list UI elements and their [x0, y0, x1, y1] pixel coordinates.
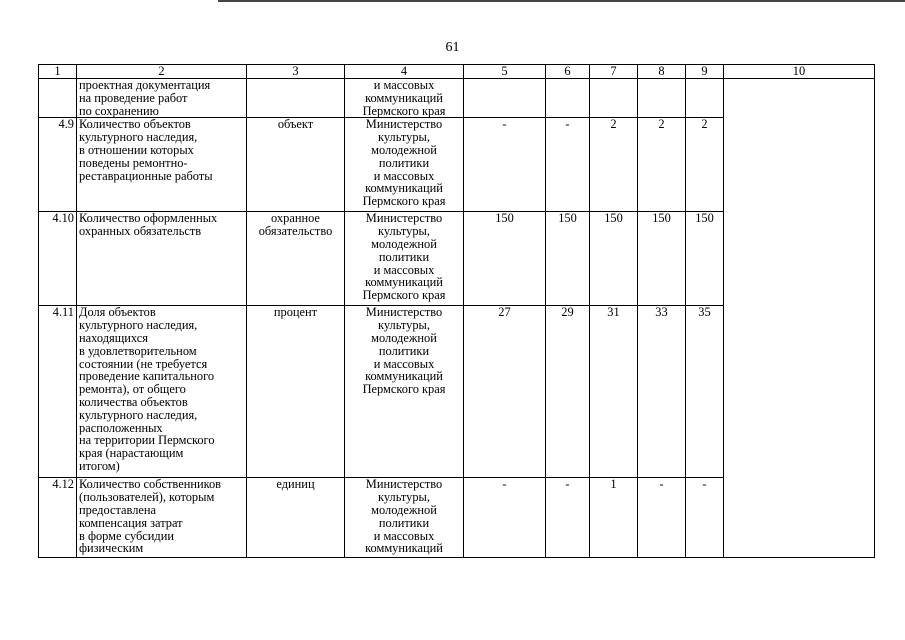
cell-line: находящихся	[79, 330, 148, 345]
cell-line: поведены ремонтно-	[79, 155, 188, 170]
cell-line: единиц	[276, 477, 315, 492]
cell-line: ремонта), от общего	[79, 382, 186, 397]
cell-line: в удовлетворительном	[79, 343, 197, 358]
cell-line: в форме субсидии	[79, 528, 174, 543]
header-cell: 2	[77, 65, 247, 79]
value-cell: 35	[686, 306, 724, 478]
cell-line: коммуникаций	[365, 181, 443, 196]
responsible-body	[345, 212, 464, 306]
cell-line: по сохранению	[79, 103, 159, 118]
cell-line: реставрационные работы	[79, 168, 213, 183]
indicators-table	[38, 64, 875, 558]
cell-line: молодежной	[371, 236, 437, 251]
value-cell: -	[686, 478, 724, 558]
cell-line: Пермского края	[362, 288, 446, 303]
responsible-body	[345, 79, 464, 118]
cell-line: культурного наследия,	[79, 318, 198, 333]
cell-line: молодежной	[371, 142, 437, 157]
row-number: 4.12	[39, 478, 77, 558]
cell-line: политики	[378, 155, 430, 170]
cell-line: Министерство	[365, 477, 443, 492]
unit-of-measure	[247, 212, 345, 306]
cell-line: Пермского края	[362, 382, 446, 397]
value-cell: 27	[464, 306, 546, 478]
value-cell: 31	[590, 306, 638, 478]
header-cell: 4	[345, 65, 464, 79]
value-cell	[546, 79, 590, 118]
cell-line: коммуникаций	[365, 275, 443, 290]
cell-line: культурного наследия,	[79, 407, 198, 422]
header-cell: 7	[590, 65, 638, 79]
cell-line: и массовых	[373, 168, 435, 183]
value-cell: 150	[590, 212, 638, 306]
indicator-name	[77, 306, 247, 478]
row-number: 4.10	[39, 212, 77, 306]
unit-of-measure	[247, 79, 345, 118]
unit-of-measure	[247, 478, 345, 558]
value-cell: 150	[686, 212, 724, 306]
cell-line: предоставлена	[79, 502, 157, 517]
unit-of-measure	[247, 306, 345, 478]
cell-line: процент	[273, 305, 318, 320]
table-row	[39, 79, 875, 118]
cell-line: состоянии (не требуется	[79, 356, 208, 371]
header-cell: 10	[724, 65, 875, 79]
indicator-name	[77, 118, 247, 212]
header-cell: 5	[464, 65, 546, 79]
cell-line: коммуникаций	[365, 541, 443, 556]
unit-of-measure	[247, 118, 345, 212]
cell-line: и массовых	[373, 78, 435, 92]
cell-line: на территории Пермского	[79, 433, 215, 448]
value-cell: 2	[686, 118, 724, 212]
cell-line: Количество собственников	[79, 477, 222, 492]
cell-line: края (нарастающим	[79, 446, 184, 461]
responsible-body	[345, 118, 464, 212]
page-number: 61	[445, 40, 460, 55]
cell-line: коммуникаций	[365, 90, 443, 105]
cell-line: Количество объектов	[79, 117, 191, 132]
header-cell: 6	[546, 65, 590, 79]
cell-line: Министерство	[365, 305, 443, 320]
cell-line: охранное	[271, 211, 320, 226]
cell-line: и массовых	[373, 262, 435, 277]
value-cell: -	[638, 478, 686, 558]
value-cell: 150	[464, 212, 546, 306]
cell-line: политики	[378, 515, 430, 530]
cell-line: молодежной	[371, 502, 437, 517]
cell-line: молодежной	[371, 330, 437, 345]
header-cell: 8	[638, 65, 686, 79]
indicator-name	[77, 79, 247, 118]
row-number: 4.9	[39, 118, 77, 212]
cell-line: Пермского края	[362, 194, 446, 209]
cell-line: (пользователей), которым	[79, 490, 215, 505]
cell-line: коммуникаций	[365, 369, 443, 384]
cell-line: политики	[378, 249, 430, 264]
cell-line: расположенных	[79, 420, 163, 435]
cell-line: и массовых	[373, 356, 435, 371]
value-cell: 29	[546, 306, 590, 478]
cell-line: Количество оформленных	[79, 211, 218, 226]
value-cell: 2	[590, 118, 638, 212]
row-number: 4.11	[39, 306, 77, 478]
cell-line: и массовых	[373, 528, 435, 543]
cell-line: Министерство	[365, 117, 443, 132]
value-cell	[590, 79, 638, 118]
cell-line: охранных обязательств	[79, 224, 202, 239]
cell-line: проведение капитального	[79, 369, 215, 384]
value-cell: 2	[638, 118, 686, 212]
cell-line: Доля объектов	[79, 305, 156, 320]
top-rule	[218, 0, 905, 2]
value-cell: -	[464, 118, 546, 212]
cell-line: культуры,	[378, 490, 430, 505]
cell-line: проектная документация	[79, 78, 211, 92]
cell-line: Пермского края	[362, 103, 446, 118]
cell-line: итогом)	[79, 458, 120, 473]
header-cell: 9	[686, 65, 724, 79]
value-cell: 1	[590, 478, 638, 558]
indicator-name	[77, 212, 247, 306]
header-row	[39, 65, 875, 79]
value-cell	[464, 79, 546, 118]
cell-line: на проведение работ	[79, 90, 188, 105]
value-cell: -	[464, 478, 546, 558]
cell-line: компенсация затрат	[79, 515, 183, 530]
cell-line: обязательство	[258, 224, 333, 239]
cell-line: культурного наследия,	[79, 130, 198, 145]
indicator-name	[77, 478, 247, 558]
row-number	[39, 79, 77, 118]
value-cell	[686, 79, 724, 118]
header-cell: 3	[247, 65, 345, 79]
value-cell: -	[546, 478, 590, 558]
cell-line: объект	[277, 117, 314, 132]
responsible-body	[345, 478, 464, 558]
cell-line: количества объектов	[79, 394, 188, 409]
cell-line: культуры,	[378, 224, 430, 239]
value-cell: 150	[546, 212, 590, 306]
cell-line: культуры,	[378, 130, 430, 145]
column-10-cell	[724, 79, 875, 558]
value-cell: 150	[638, 212, 686, 306]
cell-line: культуры,	[378, 318, 430, 333]
value-cell: -	[546, 118, 590, 212]
responsible-body	[345, 306, 464, 478]
value-cell: 33	[638, 306, 686, 478]
cell-line: политики	[378, 343, 430, 358]
cell-line: физическим	[79, 541, 144, 556]
cell-line: Министерство	[365, 211, 443, 226]
cell-line: в отношении которых	[79, 142, 194, 157]
value-cell	[638, 79, 686, 118]
header-cell: 1	[39, 65, 77, 79]
